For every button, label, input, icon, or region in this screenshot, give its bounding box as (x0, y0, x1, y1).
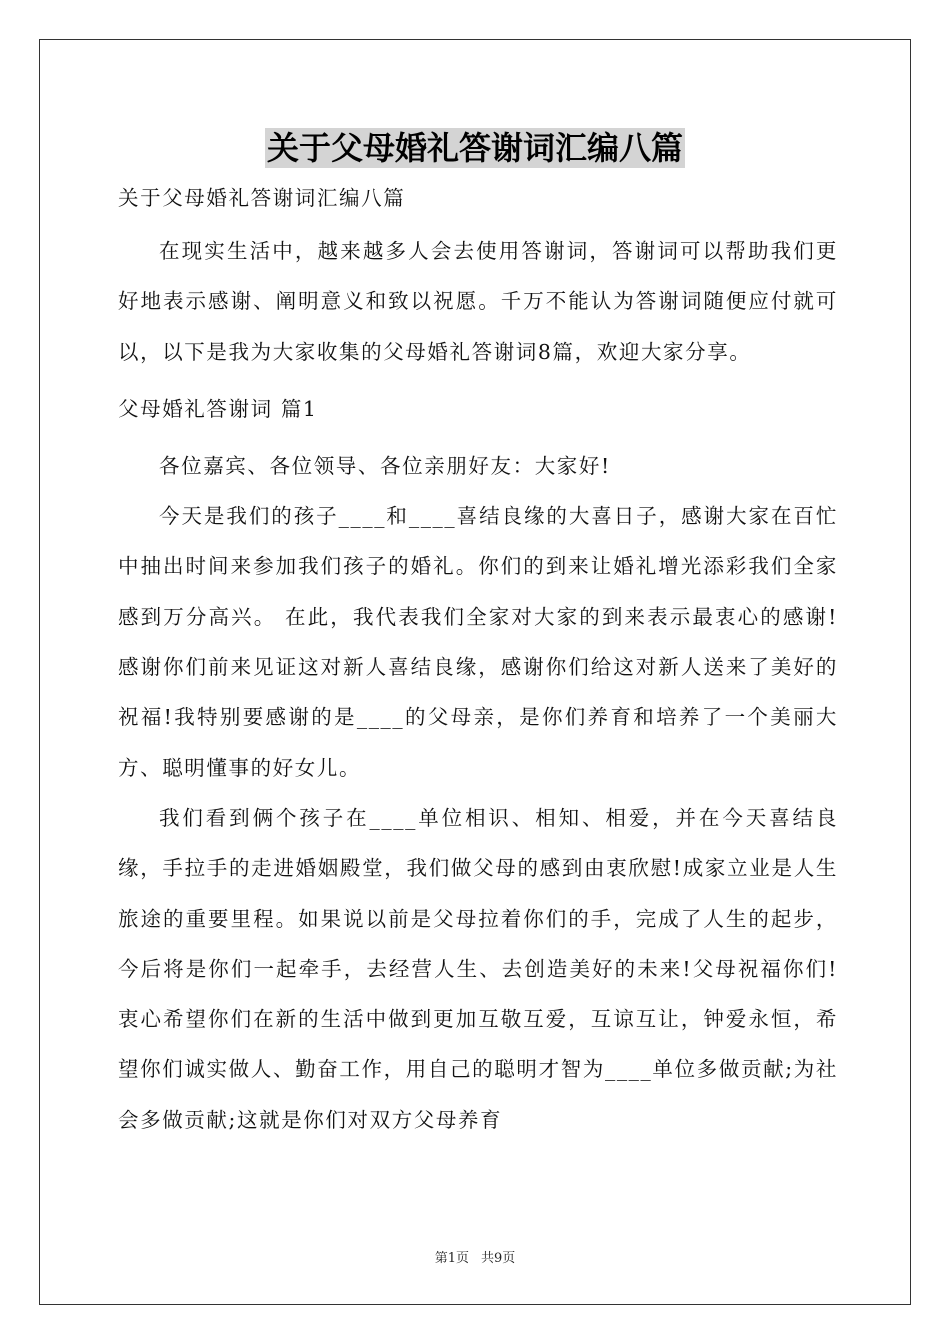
body-paragraph: 我们看到俩个孩子在____单位相识、相知、相爱，并在今天喜结良缘，手拉手的走进婚姻殿堂，我们做父母的感到由衷欣慰!成家立业是人生旅途的重要里程。如果说以前是父母拉着你们的手，完成了人生的起步，今后将是你们一起牵手，去经营人生、去创造美好的未来!父母祝福你们!衷心希望你们在新的生活中做到更加互敬互爱，互谅互让，钟爱永恒，希望你们诚实做人、勤奋工作，用自己的聪明才智为____单位多做贡献;为社会多做贡献;这就是你们对双方父母养育 (118, 805, 838, 1132)
intro-paragraph: 在现实生活中，越来越多人会去使用答谢词，答谢词可以帮助我们更好地表示感谢、阐明意义和致以祝愿。千万不能认为答谢词随便应付就可以，以下是我为大家收集的父母婚礼答谢词8篇，欢迎大家分享。 (118, 239, 838, 364)
document-subtitle: 关于父母婚礼答谢词汇编八篇 (118, 186, 406, 210)
document-body (118, 178, 838, 1145)
title-container (0, 128, 950, 168)
body-paragraph: 各位嘉宾、各位领导、各位亲朋好友：大家好! (159, 453, 611, 478)
section-heading: 父母婚礼答谢词 篇1 (118, 396, 318, 421)
page-number: 第1页 (434, 1251, 469, 1266)
body-paragraph: 今天是我们的孩子____和____喜结良缘的大喜日子，感谢大家在百忙中抽出时间来参加我们孩子的婚礼。你们的到来让婚礼增光添彩我们全家感到万分高兴。 在此，我代表我们全家对大家的到来表示最衷心的感谢!感谢你们前来见证这对新人喜结良缘，感谢你们给这对新人送来了美好的祝福!我特别要感谢的是____的父母亲，是你们养育和培养了一个美丽大方、聪明懂事的好女儿。 (118, 504, 838, 780)
page-footer (0, 1247, 950, 1266)
document-title: 关于父母婚礼答谢词汇编八篇 (266, 129, 683, 167)
page-total: 共9页 (481, 1251, 516, 1266)
